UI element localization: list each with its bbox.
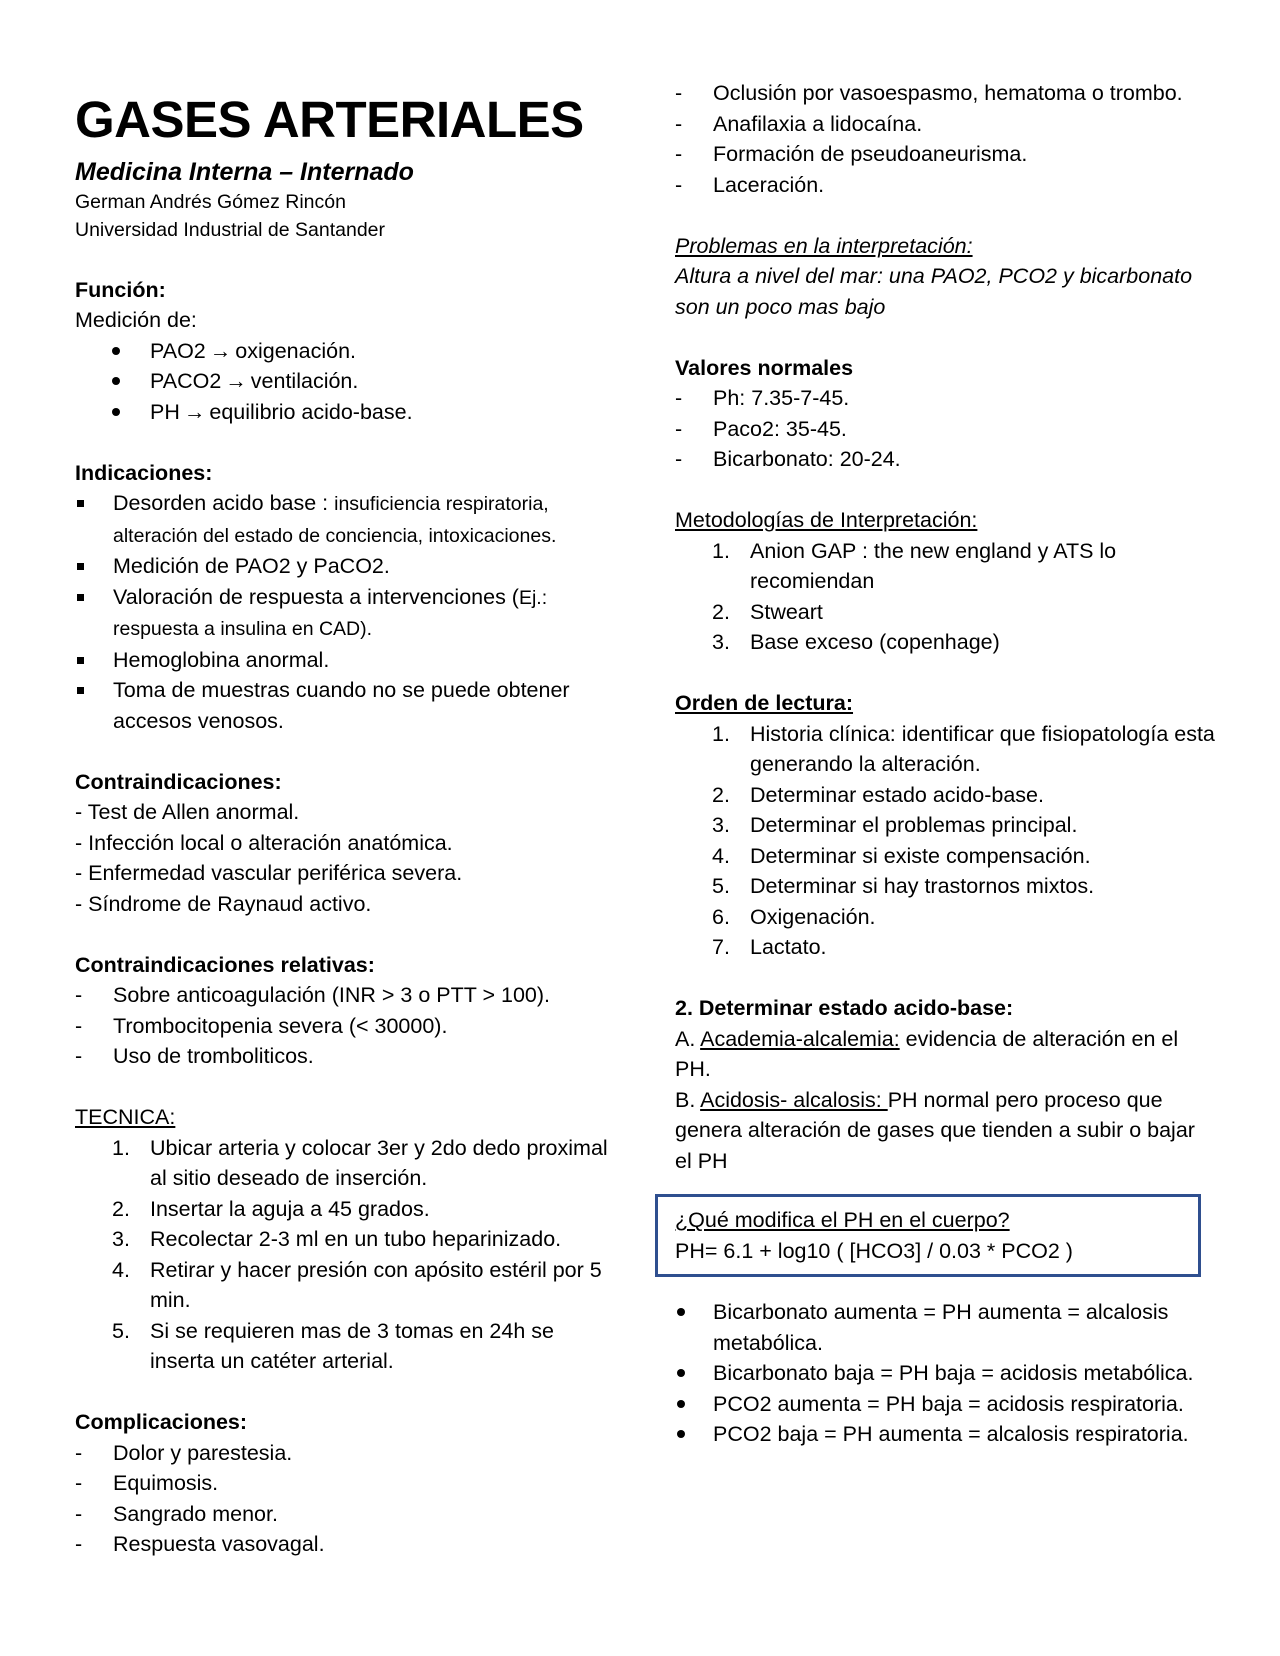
square-bullet-icon <box>77 687 84 694</box>
contraindicacion-relativa-item: - Sobre anticoagulación (INR > 3 o PTT > 100). <box>75 983 551 1007</box>
complicacion-item: - Oclusión por vasoespasmo, hematoma o trombo. <box>675 81 1183 105</box>
contraindicacion-relativa-item: - Uso de tromboliticos. <box>75 1044 314 1068</box>
tecnica-heading: TECNICA: <box>75 1105 176 1129</box>
complicaciones-heading: Complicaciones: <box>75 1410 248 1434</box>
formula-question: ¿Qué modifica el PH en el cuerpo? <box>675 1208 1010 1232</box>
indicaciones-heading: Indicaciones: <box>75 460 213 485</box>
contraindicaciones-relativas-heading: Contraindicaciones relativas: <box>75 952 375 977</box>
indicacion-item: Toma de muestras cuando no se puede obtener accesos venosos. <box>75 675 615 736</box>
orden-lectura-item: 4. Determinar si existe compensación. <box>712 843 1091 868</box>
square-bullet-icon <box>77 563 84 570</box>
complicacion-item: - Laceración. <box>675 172 825 197</box>
arrow-right-icon: → <box>225 369 247 393</box>
contraindicacion-item: - Síndrome de Raynaud activo. <box>75 891 372 916</box>
indicacion-item: Desorden acido base : insuficiencia respiratoria, alteración del estado de conciencia, intoxicaciones. <box>75 488 615 551</box>
valor-normal-item: - Paco2: 35-45. <box>675 416 847 441</box>
orden-lectura-item: 3. Determinar el problemas principal. <box>712 813 1078 837</box>
formula-box <box>655 1194 1201 1277</box>
regla-item: Bicarbonato aumenta = PH aumenta = alcalosis metabólica. <box>675 1297 1215 1358</box>
orden-lectura-item: 5. Determinar si hay trastornos mixtos. <box>712 874 1095 898</box>
arrow-right-icon: → <box>209 338 232 363</box>
formula-equation: PH= 6.1 + log10 ( [HCO3] / 0.03 * PCO2 ) <box>675 1238 1073 1263</box>
complicacion-item: - Dolor y parestesia. <box>75 1440 293 1465</box>
valor-normal-item: - Ph: 7.35-7-45. <box>675 386 850 410</box>
orden-lectura-item: 1. Historia clínica: identificar que fisiopatología esta generando la alteración. <box>712 721 1215 776</box>
tecnica-step: 1. Ubicar arteria y colocar 3er y 2do dedo proximal al sitio deseado de inserción. <box>112 1135 608 1190</box>
problemas-text: Altura a nivel del mar: una PAO2, PCO2 y bicarbonato son un poco mas bajo <box>675 264 1193 319</box>
square-bullet-icon <box>77 594 84 601</box>
complicacion-item: - Sangrado menor. <box>75 1501 278 1526</box>
valores-normales-heading: Valores normales <box>675 355 854 380</box>
funcion-item: PAO2 → oxigenación. <box>75 336 615 367</box>
complicacion-item: - Anafilaxia a lidocaína. <box>675 111 923 136</box>
bullet-icon <box>677 1369 685 1377</box>
bullet-icon <box>112 377 120 385</box>
arrow-right-icon: → <box>183 399 206 424</box>
orden-lectura-item: 7. Lactato. <box>712 935 827 959</box>
estado-acido-base-b: B. Acidosis- alcalosis: PH normal pero proceso que genera alteración de gases que tienden a subir o bajar el PH <box>675 1087 1195 1173</box>
indicacion-item: Valoración de respuesta a intervenciones (Ej.: respuesta a insulina en CAD). <box>75 582 615 645</box>
square-bullet-icon <box>77 657 84 664</box>
complicacion-item: - Respuesta vasovagal. <box>75 1532 325 1556</box>
tecnica-step: 2. Insertar la aguja a 45 grados. <box>112 1196 430 1221</box>
metodologia-item: 1. Anion GAP : the new england y ATS lo recomiendan <box>712 538 1117 593</box>
orden-lectura-item: 6. Oxigenación. <box>712 904 876 929</box>
contraindicacion-item: - Test de Allen anormal. <box>75 800 300 824</box>
bullet-icon <box>677 1308 685 1316</box>
complicacion-item: - Equimosis. <box>75 1471 219 1495</box>
institution: Universidad Industrial de Santander <box>75 219 386 241</box>
orden-lectura-item: 2. Determinar estado acido-base. <box>712 782 1044 807</box>
regla-item: PCO2 baja = PH aumenta = alcalosis respiratoria. <box>675 1419 1215 1450</box>
metodologia-item: 3. Base exceso (copenhage) <box>712 630 1000 654</box>
bullet-icon <box>677 1430 685 1438</box>
tecnica-step: 5. Si se requieren mas de 3 tomas en 24h se inserta un catéter arterial. <box>112 1318 554 1373</box>
funcion-item: PH → equilibrio acido-base. <box>75 397 615 428</box>
orden-lectura-heading: Orden de lectura: <box>675 691 854 715</box>
estado-acido-base-a: A. Academia-alcalemia: evidencia de alteración en el PH. <box>675 1026 1179 1081</box>
tecnica-step: 3. Recolectar 2-3 ml en un tubo heparinizado. <box>112 1227 562 1251</box>
funcion-item: PACO2 → ventilación. <box>75 366 615 397</box>
metodologias-heading: Metodologías de Interpretación: <box>675 508 978 532</box>
bullet-icon <box>677 1400 685 1408</box>
bullet-icon <box>112 347 120 355</box>
metodologia-item: 2. Stweart <box>712 599 823 624</box>
contraindicacion-relativa-item: - Trombocitopenia severa (< 30000). <box>75 1013 448 1038</box>
regla-item: Bicarbonato baja = PH baja = acidosis metabólica. <box>675 1358 1215 1389</box>
tecnica-step: 4. Retirar y hacer presión con apósito estéril por 5 min. <box>112 1257 602 1312</box>
author: German Andrés Gómez Rincón <box>75 191 346 213</box>
contraindicacion-item: - Infección local o alteración anatómica. <box>75 830 453 855</box>
funcion-intro: Medición de: <box>75 308 197 332</box>
contraindicaciones-heading: Contraindicaciones: <box>75 769 282 794</box>
indicacion-item: Hemoglobina anormal. <box>75 645 615 676</box>
square-bullet-icon <box>77 500 84 507</box>
funcion-heading: Función: <box>75 277 166 302</box>
indicacion-item: Medición de PAO2 y PaCO2. <box>75 551 615 582</box>
bullet-icon <box>112 408 120 416</box>
document-subtitle: Medicina Interna – Internado <box>75 158 414 186</box>
complicacion-item: - Formación de pseudoaneurisma. <box>675 142 1028 166</box>
regla-item: PCO2 aumenta = PH baja = acidosis respiratoria. <box>675 1389 1215 1420</box>
problemas-heading: Problemas en la interpretación: <box>675 233 973 258</box>
left-column <box>75 78 615 1560</box>
contraindicacion-item: - Enfermedad vascular periférica severa. <box>75 861 463 885</box>
right-column <box>675 78 1215 1450</box>
estado-acido-base-heading: 2. Determinar estado acido-base: <box>675 996 1014 1020</box>
document-title: GASES ARTERIALES <box>75 91 584 148</box>
valor-normal-item: - Bicarbonato: 20-24. <box>675 447 901 471</box>
